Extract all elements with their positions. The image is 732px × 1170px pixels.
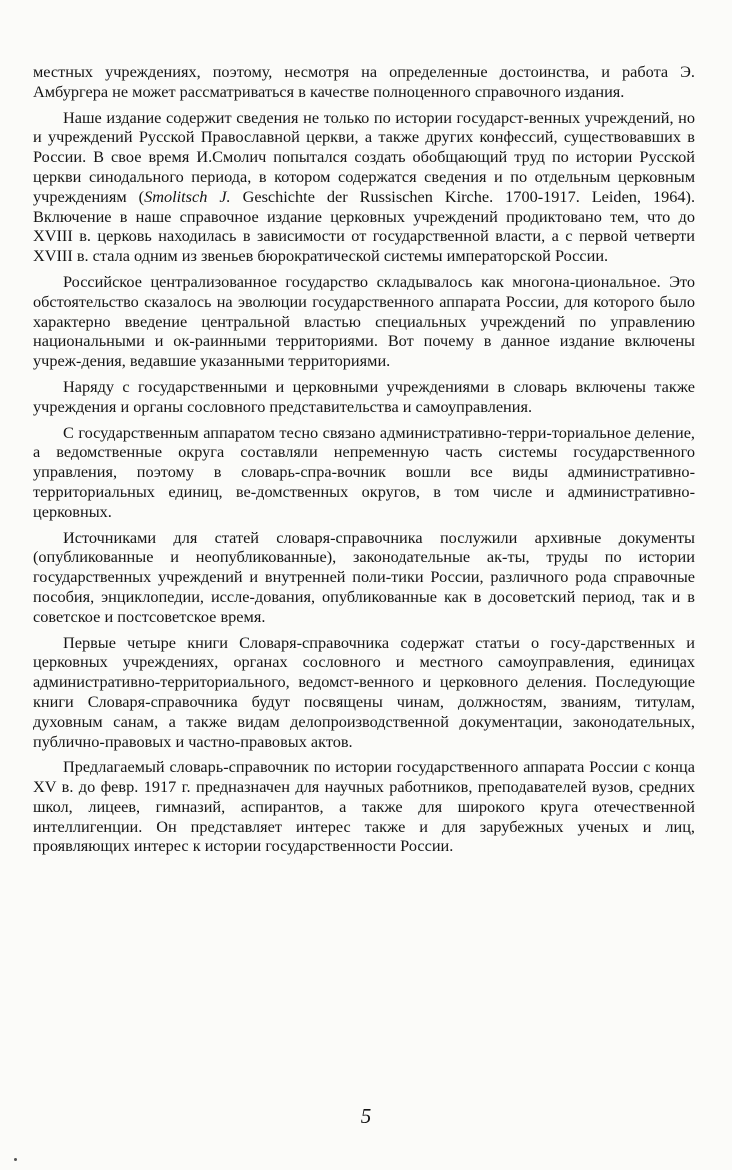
paragraph-church-text-end: Geschichte der Russischen Kirche. 1700-1917. Leiden, 1964). Включение в наше справочное издание церковных учреждений продиктовано тем, что до XVIII в. церковь находилась в зависимости от государственной власти, а с первой четверти XVIII в. стала одним из звеньев бюрократической системы императорской России.: [33, 186, 696, 266]
page-number: 5: [360, 1104, 372, 1128]
body-text: [33, 62, 695, 862]
paragraph-church-text-start: Наше издание содержит сведения не только по истории государст-венных учреждений, но и учреждений Русской Православной церкви, а также других конфессий, существовавших в России. В свое время И.Смолич попытался создать обобщающий труд по истории Русской церкви синодального периода, в котором содержатся сведения и по отдельным церковным учреждениям (: [33, 107, 695, 206]
paragraph-audience: Предлагаемый словарь-справочник по истории государственного аппарата России с конца XV в. до февр. 1917 г. предназначен для научных работников, преподавателей вузов, средних школ, лицеев, гимназий, аспирантов, а также для широкого круга отечественной интеллигенции. Он представляет интерес также и для зарубежных ученых и лиц, проявляющих интерес к истории государственности России.: [33, 757, 695, 856]
paragraph-estate-representation: Наряду с государственными и церковными учреждениями в словарь включены также учреждения и органы сословного представительства и самоуправления.: [33, 376, 695, 416]
paragraph-continuation: местных учреждениях, поэтому, несмотря на определенные достоинства, и работа Э. Амбургера не может рассматриваться в качестве полноценного справочного издания.: [33, 62, 695, 101]
paragraph-book-contents: Первые четыре книги Словаря-справочника содержат статьи о госу-дарственных и церковных учреждениях, органах сословного и местного самоуправления, единицах административно-территориального, ведомст-венного и церковного деления. Последующие книги Словаря-справочника будут посвящены чинам, должностям, званиям, титулам, духовным санам, а также видам делопроизводственной документации, законодательных, публично-правовых и частно-правовых актов.: [33, 632, 695, 751]
paragraph-multinational-state: Российское централизованное государство складывалось как многона-циональное. Это обстоятельство сказалось на эволюции государственного аппарата России, для которого было характерно введение центральной властью специальных учреждений по управлению национальными и ок-раинными территориями. Вот почему в данное издание включены учреж-дения, ведавшие указанными территориями.: [33, 271, 695, 371]
paragraph-sources: Источниками для статей словаря-справочника послужили архивные документы (опубликованные и неопубликованные), законодательные ак-ты, труды по истории государственных учреждений и внутренней поли-тики России, различного рода справочные пособия, энциклопедии, иссле-дования, опубликованные как в досоветский период, так и в советское и постсоветское время.: [33, 527, 695, 626]
citation-author: Smolitsch J.: [144, 186, 231, 206]
print-speck: [14, 1158, 17, 1161]
paragraph-territorial-division: С государственным аппаратом тесно связано административно-терри-ториальное деление, а ведомственные округа составляли непременную часть системы государственного управления, поэтому в словарь-спра-вочник вошли все виды административно-территориальных единиц, ве-домственных округов, в том числе и административно-церковных.: [33, 422, 695, 521]
paragraph-church-institutions: [33, 108, 695, 266]
